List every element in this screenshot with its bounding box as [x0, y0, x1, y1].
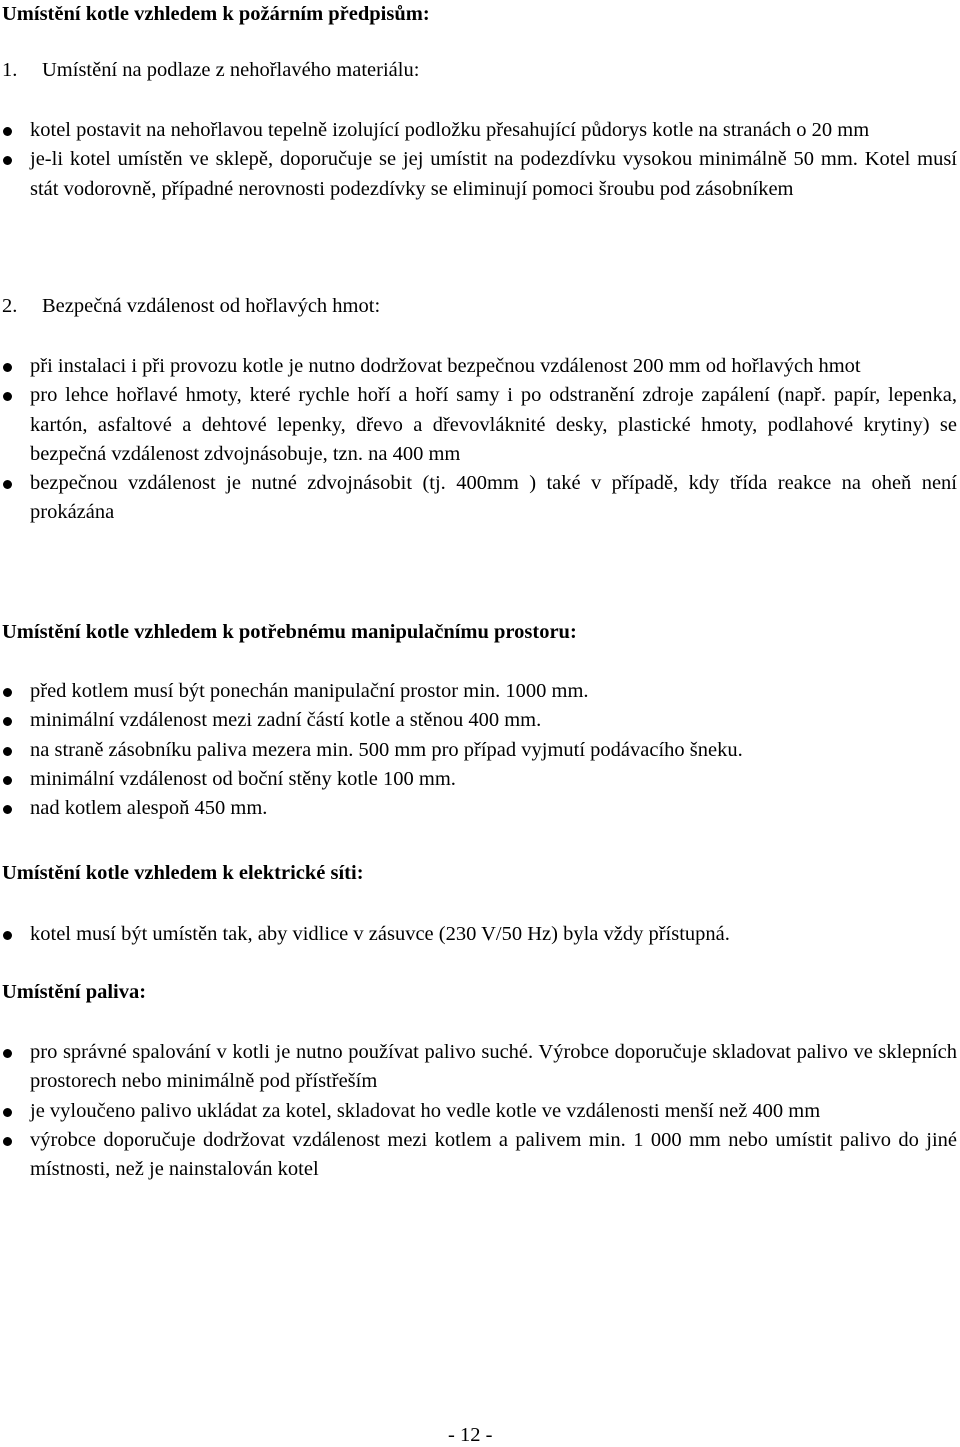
- bullet-icon: [3, 1049, 12, 1058]
- subsection-2-title: [2, 294, 380, 318]
- bullet-icon: [3, 1137, 12, 1146]
- list-item: minimální vzdálenost od boční stěny kotle 100 mm.: [0, 765, 957, 794]
- section-heading-manipulation-space: Umístění kotle vzhledem k potřebnému manipulačnímu prostoru:: [2, 621, 577, 643]
- page-number: - 12 -: [448, 1424, 493, 1446]
- bullet-icon: [3, 805, 12, 814]
- list-item: nad kotlem alespoň 450 mm.: [0, 794, 957, 823]
- bullet-icon: [3, 363, 12, 372]
- bullet-list-fuel: [0, 1038, 957, 1184]
- list-item: na straně zásobníku paliva mezera min. 500 mm pro případ vyjmutí podávacího šneku.: [0, 736, 957, 765]
- list-item: pro lehce hořlavé hmoty, které rychle hoří a hoří samy i po odstranění zdroje zapálení (např. papír, lepenka, kartón, asfaltové a dehtové lepenky, dřevo a dřevovláknité desky, plastické hmoty, podlahové krytiny) se bezpečná vzdálenost zdvojnásobuje, tzn. na 400 mm: [0, 381, 957, 469]
- bullet-list-electrical: [0, 920, 957, 949]
- bullet-icon: [3, 688, 12, 697]
- bullet-list-safe-distance: [0, 352, 957, 528]
- list-item: kotel postavit na nehořlavou tepelně izolující podložku přesahující půdorys kotle na stranách o 20 mm: [0, 116, 957, 145]
- bullet-icon: [3, 156, 12, 165]
- bullet-icon: [3, 717, 12, 726]
- list-item: pro správné spalování v kotli je nutno používat palivo suché. Výrobce doporučuje skladovat palivo ve sklepních prostorech nebo minimálně pod přístřeším: [0, 1038, 957, 1097]
- bullet-icon: [3, 127, 12, 136]
- list-item: minimální vzdálenost mezi zadní částí kotle a stěnou 400 mm.: [0, 706, 957, 735]
- bullet-icon: [3, 747, 12, 756]
- list-item: výrobce doporučuje dodržovat vzdálenost mezi kotlem a palivem min. 1 000 mm nebo umístit palivo do jiné místnosti, než je nainstalován kotel: [0, 1126, 957, 1185]
- list-item: při instalaci i při provozu kotle je nutno dodržovat bezpečnou vzdálenost 200 mm od hořlavých hmot: [0, 352, 957, 381]
- bullet-icon: [3, 392, 12, 401]
- section-heading-fire-regulations: Umístění kotle vzhledem k požárním předpisům:: [2, 3, 430, 25]
- subsection-1-title: [2, 58, 419, 82]
- bullet-icon: [3, 480, 12, 489]
- bullet-icon: [3, 931, 12, 940]
- bullet-icon: [3, 776, 12, 785]
- subsection-2-text: Bezpečná vzdálenost od hořlavých hmot:: [42, 295, 381, 317]
- subsection-2-number: 2.: [2, 295, 18, 317]
- section-heading-electrical: Umístění kotle vzhledem k elektrické síti:: [2, 862, 364, 884]
- list-item: je-li kotel umístěn ve sklepě, doporučuje se jej umístit na podezdívku vysokou minimálně 50 mm. Kotel musí stát vodorovně, případné nerovnosti podezdívky se eliminují pomoci šroubu pod zásobníkem: [0, 145, 957, 204]
- bullet-list-floor: [0, 116, 957, 204]
- subsection-1-text: Umístění na podlaze z nehořlavého materiálu:: [42, 59, 420, 81]
- list-item: je vyloučeno palivo ukládat za kotel, skladovat ho vedle kotle ve vzdálenosti menší než 400 mm: [0, 1097, 957, 1126]
- list-item: kotel musí být umístěn tak, aby vidlice v zásuvce (230 V/50 Hz) byla vždy přístupná.: [0, 920, 957, 949]
- bullet-list-manipulation: [0, 677, 957, 823]
- list-item: bezpečnou vzdálenost je nutné zdvojnásobit (tj. 400mm ) také v případě, kdy třída reakce na oheň není prokázána: [0, 469, 957, 528]
- list-item: před kotlem musí být ponechán manipulační prostor min. 1000 mm.: [0, 677, 957, 706]
- bullet-icon: [3, 1108, 12, 1117]
- subsection-1-number: 1.: [2, 59, 18, 81]
- section-heading-fuel: Umístění paliva:: [2, 981, 147, 1003]
